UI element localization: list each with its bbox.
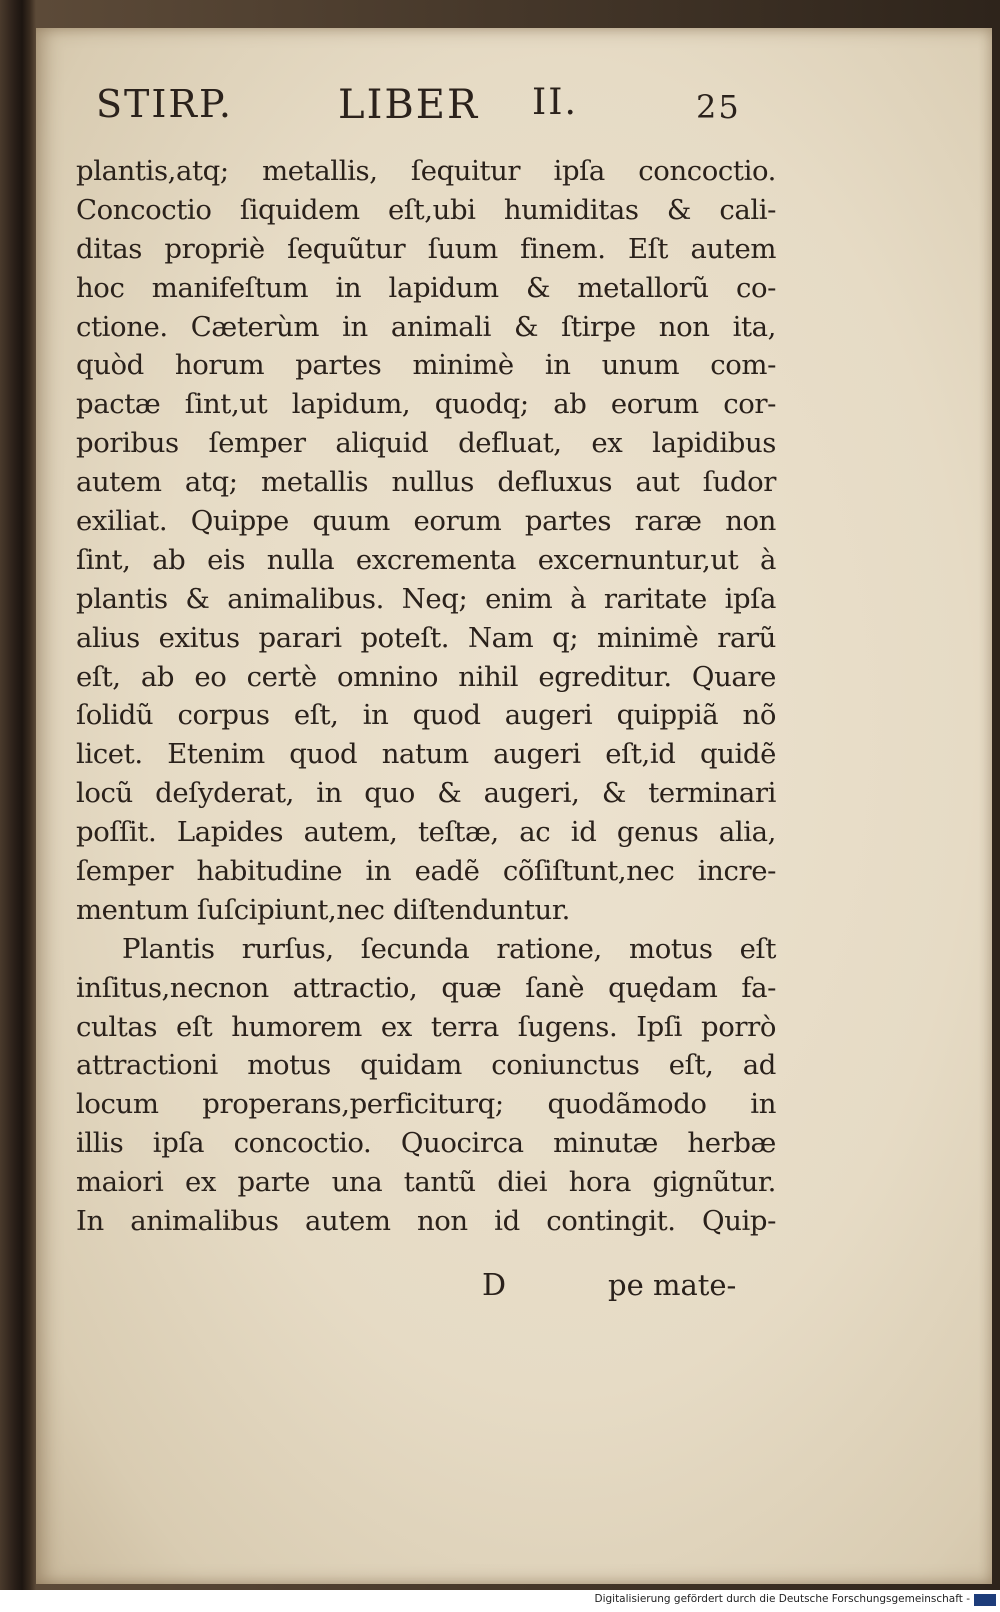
running-header: [96, 82, 776, 132]
text-line: mentum ſuſcipiunt,nec diſtenduntur.: [76, 893, 570, 926]
text-line: eſt, ab eo certè omnino nihil egreditur. Quare: [76, 660, 776, 693]
catchword: pe mate-: [608, 1268, 737, 1302]
header-right: II.: [532, 82, 578, 123]
text-line: ſemper habitudine in eadẽ cõſiſtunt,nec incre-: [76, 855, 776, 888]
page-number: 25: [696, 88, 741, 126]
text-line: exiliat. Quippe quum eorum partes raræ non: [76, 505, 776, 538]
text-line: locum properans,perficiturq; quodãmodo in: [76, 1088, 776, 1121]
text-line: pactæ ſint,ut lapidum, quodq; ab eorum cor-: [76, 388, 776, 421]
text-line: ditas propriè ſequũtur ſuum finem. Eſt autem: [76, 232, 776, 265]
text-line: ctione. Cæterùm in animali & ſtirpe non ita,: [76, 310, 776, 343]
header-left: STIRP.: [96, 82, 233, 126]
text-line: poribus ſemper aliquid defluat, ex lapidibus: [76, 427, 776, 460]
text-line: maiori ex parte una tantũ diei hora gignũtur.: [76, 1166, 776, 1199]
text-line: illis ipſa concoctio. Quocirca minutæ herbæ: [76, 1127, 776, 1160]
text-line: licet. Etenim quod natum augeri eſt,id quidẽ: [76, 738, 776, 771]
text-line: poſſit. Lapides autem, teſtæ, ac id genus alia,: [76, 816, 776, 849]
text-line: ſint, ab eis nulla excrementa excernuntur,ut à: [76, 543, 776, 576]
digitization-credit: Digitalisierung gefördert durch die Deutsche Forschungsgemeinschaft -: [594, 1593, 970, 1605]
footer-bar: [0, 1590, 1000, 1612]
text-line: Concoctio ſiquidem eſt,ubi humiditas & cali-: [76, 193, 776, 226]
text-line: ſolidũ corpus eſt, in quod augeri quippiã nõ: [76, 699, 776, 732]
text-line: plantis & animalibus. Neq; enim à raritate ipſa: [76, 582, 776, 615]
signature-mark: D: [482, 1268, 507, 1303]
text-line: attractioni motus quidam coniunctus eſt, ad: [76, 1049, 776, 1082]
text-line: cultas eſt humorem ex terra ſugens. Ipſi porrò: [76, 1010, 776, 1043]
text-line: locũ deſyderat, in quo & augeri, & terminari: [76, 777, 776, 810]
text-line: hoc manifeſtum in lapidum & metallorũ co-: [76, 271, 776, 304]
text-line: autem atq; metallis nullus defluxus aut ſudor: [76, 466, 776, 499]
text-line: In animalibus autem non id contingit. Quip-: [76, 1205, 776, 1238]
text-line: inſitus,necnon attractio, quæ ſanè quędam fa-: [76, 971, 776, 1004]
dfg-logo: [974, 1594, 996, 1606]
text-line: Plantis rurſus, ſecunda ratione, motus eſt: [122, 932, 776, 965]
header-center: LIBER: [338, 82, 480, 128]
body-text: [76, 152, 776, 1241]
text-line: plantis,atq; metallis, ſequitur ipſa concoctio.: [76, 155, 776, 187]
text-line: alius exitus parari poteſt. Nam q; minimè rarũ: [76, 621, 776, 654]
text-line: quòd horum partes minimè in unum com-: [76, 349, 776, 382]
